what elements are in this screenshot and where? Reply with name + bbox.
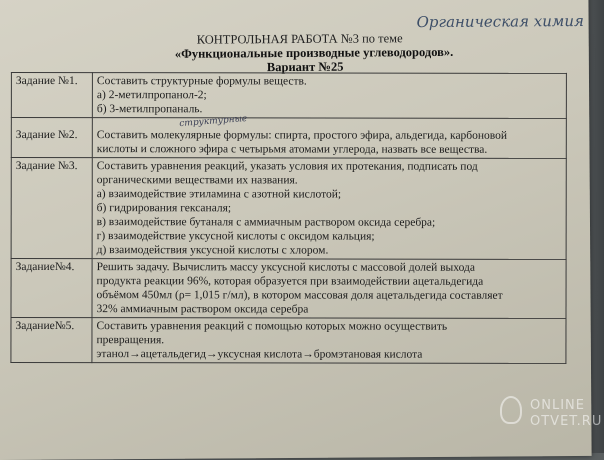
task-content [92,73,566,119]
task-content [92,118,566,159]
task-line: продукта реакции 96%, которая образуется при взаимодействии ацетальдегида [96,275,484,288]
tasks-table [10,72,567,364]
task-label: Задание№5. [11,317,92,362]
watermark-line1: ONLINE [530,398,585,413]
task-line: кислоты и сложного эфира с четырьмя атомами углерода, назвать все вещества. [96,143,488,156]
task-line: а) 2-метилпропанол-2; [96,89,207,102]
task-label: Задание №3. [11,157,92,258]
task-line: объёмом 450мл (ρ= 1,015 г/мл), в котором массовая доля ацетальдегида составляет [96,289,503,302]
task-line: Составить уравнения реакций, указать условия их протекания, подписать под [96,160,478,173]
task-content [92,158,566,260]
watermark-line2: OTVET.RU [530,414,603,429]
task-content [92,318,566,364]
task-line: Решить задачу. Вычислить массу уксусной кислоты с массовой долей выхода [96,261,475,274]
task-row [11,258,566,318]
header-topic: «Функциональные производные углеводородов». [174,44,454,61]
task-line: Составить уравнения реакций с помощью которых можно осуществить [96,320,448,333]
task-label: Задание №1. [11,72,92,117]
task-label: Задание №2. [11,117,92,157]
task-line: г) взаимодействие уксусной кислоты с оксидом кальция; [96,230,375,243]
header-title: КОНТРОЛЬНАЯ РАБОТА №3 по теме [196,31,403,47]
task-line: Составить структурные формулы веществ. [96,75,307,88]
task-line: б) 3-метилпропаналь. [96,103,203,116]
watermark-logo [500,392,603,442]
task-line: 32% аммиачным раствором оксида серебра [96,303,309,316]
header-variant: Вариант №25 [266,59,344,75]
task-row [11,317,566,363]
task-row [11,72,566,118]
lightbulb-icon [500,396,522,424]
corner-handwritten-note: Органическая химия [416,11,584,32]
task-content [92,259,566,319]
task-line: а) взаимодействие этиламина с азотной кислотой; [96,188,342,201]
task-line: органическими веществами их названия. [96,174,298,187]
task-row [11,157,566,259]
task-label: Задание№4. [11,258,92,317]
task-line: б) гидрирования гексаналя; [96,202,232,215]
task-line: в) взаимодействие бутаналя с аммиачным раствором оксида серебра; [96,216,436,229]
task-line: д) взаимодействия уксусной кислоты с хлором. [96,244,329,257]
task-line: этанол→ацетальдегид→уксусная кислота→бромэтановая кислота [96,348,423,361]
task-row [11,117,566,158]
task-line: Составить молекулярные формулы: спирта, простого эфира, альдегида, карбоновой [96,129,508,142]
task-line: превращения. [96,334,165,347]
handwritten-annotation: структурные [178,113,248,130]
